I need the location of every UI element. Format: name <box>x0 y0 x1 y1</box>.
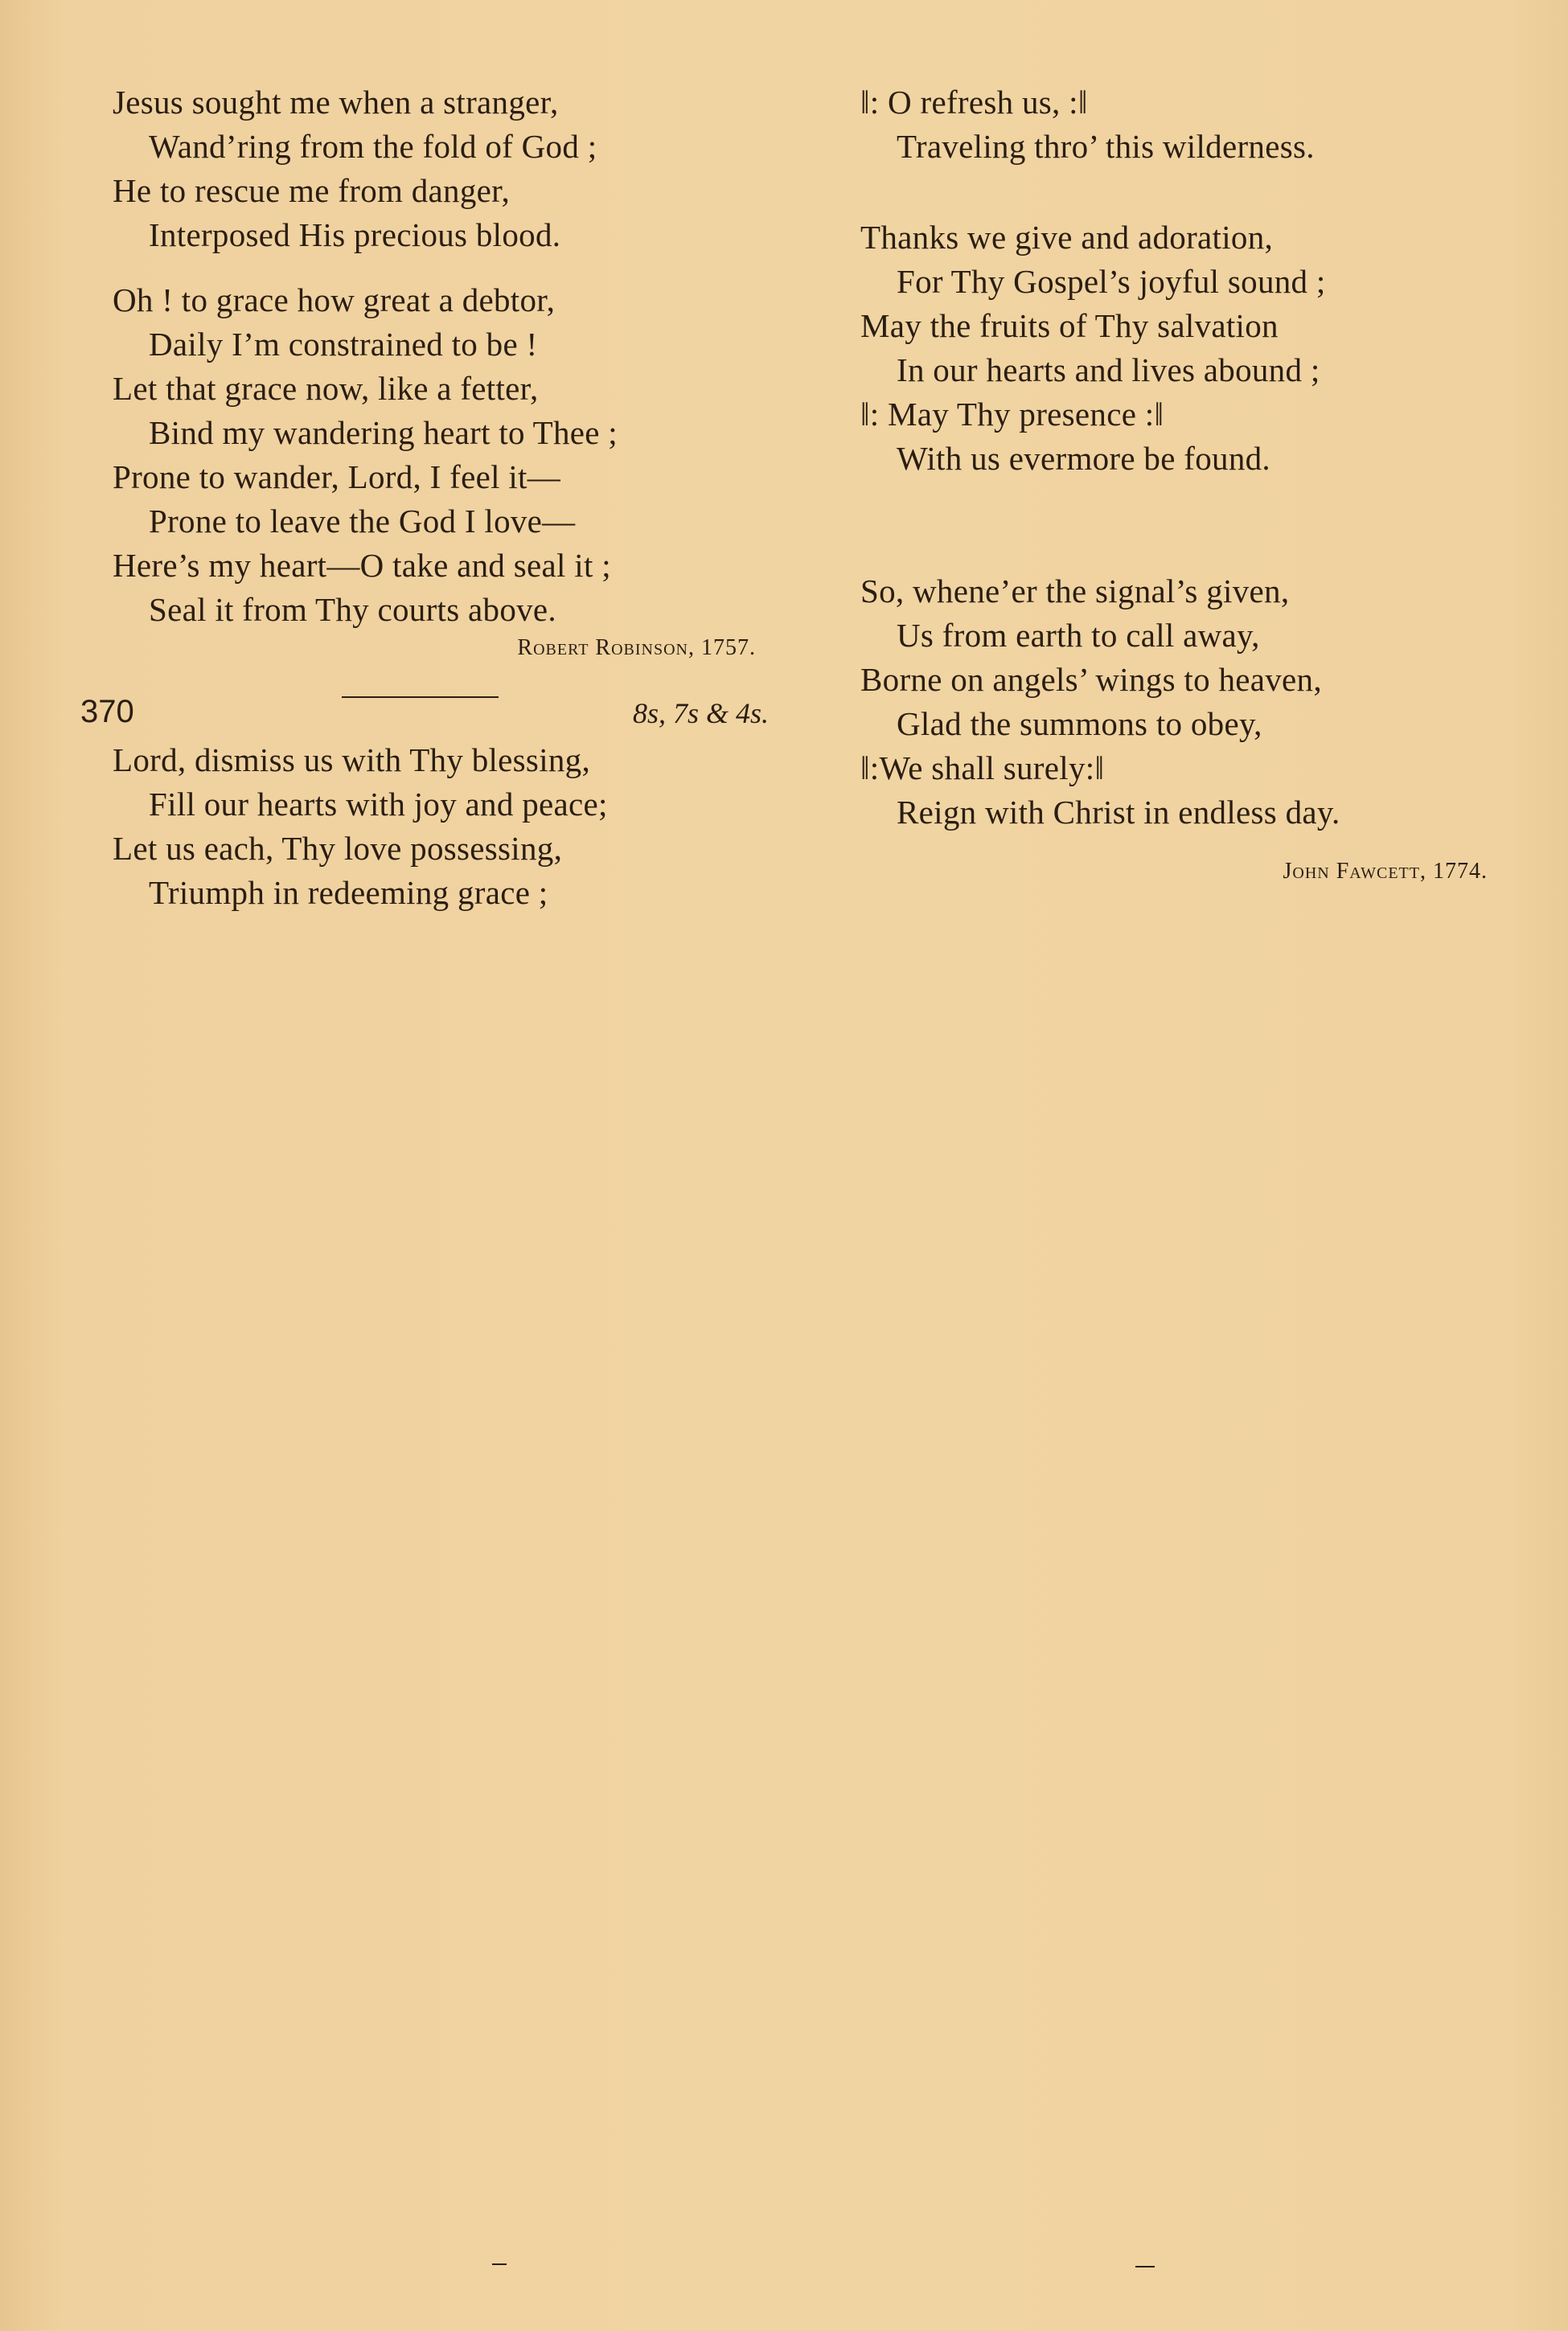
verse-line: Reign with Christ in endless day. <box>897 794 1340 831</box>
header-rule <box>342 696 499 698</box>
verse-line: Jesus sought me when a stranger, <box>113 84 559 121</box>
verse-line: Wand’ring from the fold of God ; <box>149 128 597 165</box>
verse-line: He to rescue me from danger, <box>113 172 510 209</box>
hymn-author: John Fawcett, 1774. <box>1283 859 1488 884</box>
right-column <box>860 80 1504 888</box>
stanza <box>860 215 1504 481</box>
verse-line: Let that grace now, like a fetter, <box>113 370 539 407</box>
verse-line: Prone to wander, Lord, I feel it— <box>113 458 561 495</box>
verse-line: ‖: O refresh us, :‖ <box>860 84 1088 121</box>
paper-speck <box>1135 2266 1155 2267</box>
verse-line: Triumph in redeeming grace ; <box>149 874 548 911</box>
paper-speck <box>492 2263 507 2265</box>
verse-line: Thanks we give and adoration, <box>860 219 1274 256</box>
verse-line: Here’s my heart—O take and seal it ; <box>113 547 611 584</box>
hymn-meter: 8s, 7s & 4s. <box>632 697 769 729</box>
verse-line: For Thy Gospel’s joyful sound ; <box>897 263 1326 300</box>
verse-line: Let us each, Thy love possessing, <box>113 830 563 867</box>
verse-line: Interposed His precious blood. <box>149 216 561 253</box>
stanza <box>113 278 772 632</box>
verse-line: Glad the summons to obey, <box>897 705 1262 742</box>
verse-line: Seal it from Thy courts above. <box>149 591 556 628</box>
left-column <box>80 80 772 915</box>
verse-line: Bind my wandering heart to Thee ; <box>149 414 618 451</box>
hymn-author: Robert Robinson, 1757. <box>517 635 756 660</box>
verse-line: Daily I’m constrained to be ! <box>149 326 538 363</box>
hymn-number: 370 <box>80 694 134 729</box>
verse-line: ‖:We shall surely:‖ <box>860 749 1105 786</box>
verse-line: Us from earth to call away, <box>897 617 1260 654</box>
verse-line: In our hearts and lives abound ; <box>897 351 1320 388</box>
verse-line: Lord, dismiss us with Thy blessing, <box>113 741 591 778</box>
stanza <box>860 569 1504 835</box>
verse-line: ‖: May Thy presence :‖ <box>860 396 1164 433</box>
stanza <box>860 80 1504 169</box>
verse-line: Traveling thro’ this wilderness. <box>897 128 1315 165</box>
stanza <box>113 738 772 915</box>
verse-line: Oh ! to grace how great a debtor, <box>113 281 556 318</box>
verse-line: Borne on angels’ wings to heaven, <box>860 661 1322 698</box>
verse-line: May the fruits of Thy salvation <box>860 307 1279 344</box>
stanza <box>113 80 772 257</box>
verse-line: With us evermore be found. <box>897 440 1270 477</box>
verse-line: Fill our hearts with joy and peace; <box>149 786 608 823</box>
verse-line: So, whene’er the signal’s given, <box>860 572 1290 609</box>
verse-line: Prone to leave the God I love— <box>149 503 576 540</box>
hymn-header <box>80 688 772 738</box>
